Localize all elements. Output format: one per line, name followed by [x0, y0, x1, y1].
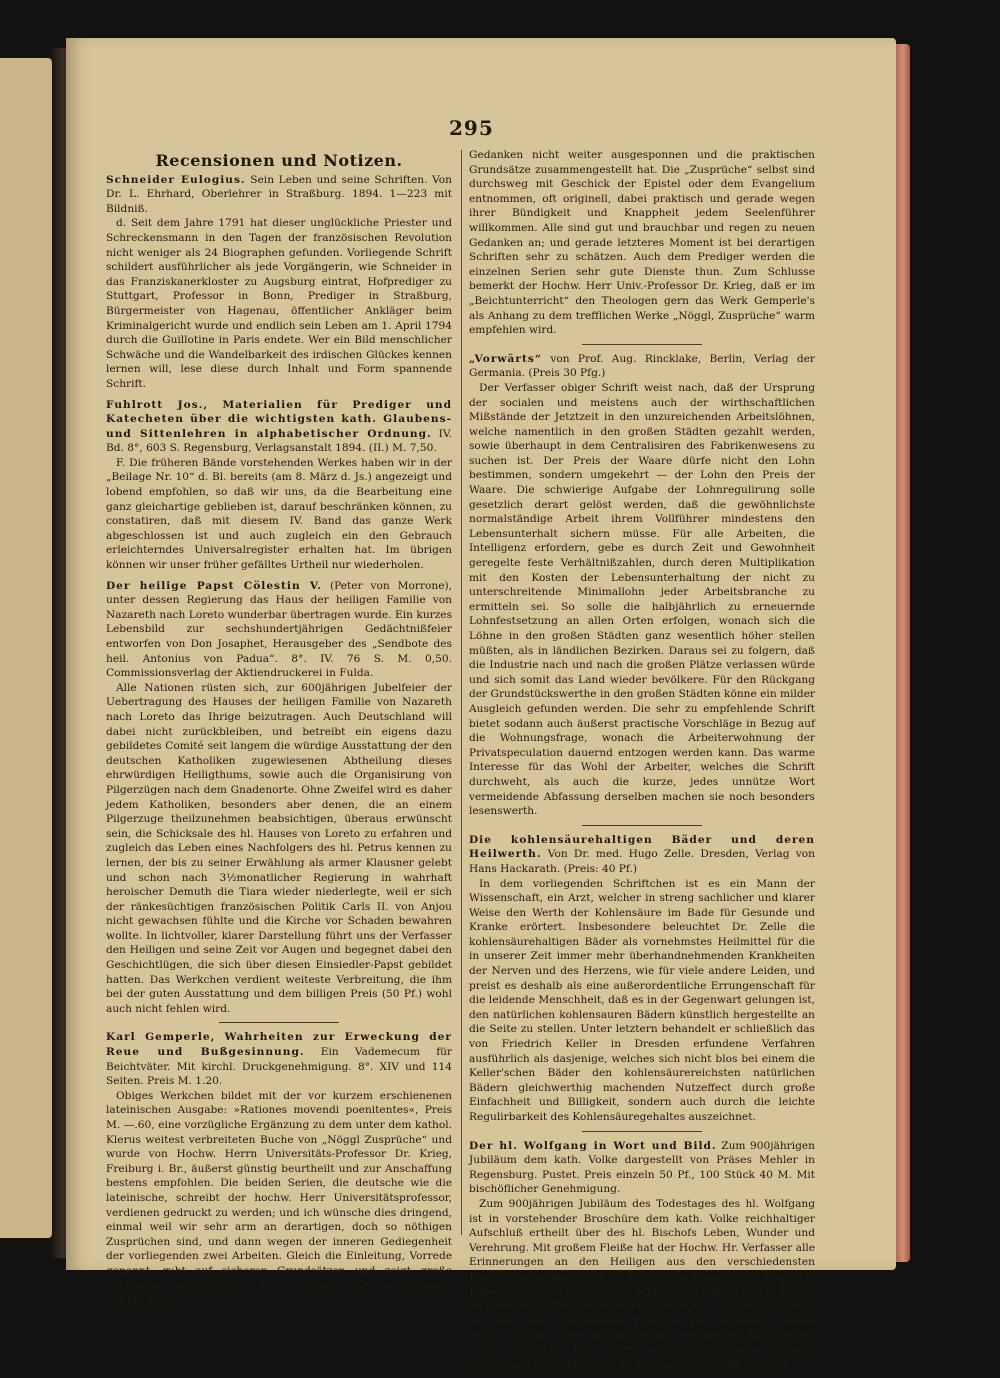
review-entry: [106, 579, 452, 1017]
entry-separator: [582, 1131, 702, 1132]
entry-publication-info: IV. Bd. 8°, 603 S. Regensburg, Verlagsanstalt 1894. (II.) M. 7,50.: [106, 427, 452, 455]
entry-publication-info: Von Dr. med. Hugo Zelle. Dresden, Verlag von Hans Hackarath. (Preis: 40 Pf.): [469, 848, 815, 875]
review-entry-continued: [469, 148, 815, 338]
section-title: Recensionen und Notizen.: [155, 151, 403, 170]
entry-separator: [219, 1022, 339, 1023]
page-number: 295: [449, 116, 494, 140]
entry-publication-info: (Peter von Morrone), unter dessen Regierung das Haus der heiligen Familie von Nazareth nach Loreto wunderbar übertragen wurde. Ein kurzes Lebensbild zur sechshundertjährigen Gedächtnißfeier entworfen von Don Josaphet, Herausgeber des „Sendbote des heil. Antonius von Padua“. 8°. IV. 76 S. M. 0,50. Commissionsverlag der Aktiendruckerei in Fulda.: [106, 579, 452, 680]
entry-separator: [582, 344, 702, 345]
previous-page-edge: [0, 58, 54, 1238]
entry-heading: [469, 833, 815, 877]
book-page: [66, 38, 896, 1371]
entry-publication-info: Sein Leben und seine Schriften. Von Dr. L. Ehrhard, Oberlehrer in Straßburg. 1894. 1—223 mit Bildniß.: [106, 173, 453, 215]
review-entry: [469, 352, 815, 819]
entry-title: „Vorwärts“: [469, 352, 542, 365]
review-entry: [106, 173, 452, 392]
entry-title: Der hl. Wolfgang in Wort und Bild.: [469, 1139, 717, 1152]
entry-body: Obiges Werkchen bildet mit der vor kurzem erschienenen lateinischen Ausgabe: »Rationes movendi poenitentes«, Preis M. —.60, eine vorzügliche Ergänzung zu dem unter dem kathol. Klerus weitest verbreiteten Buche von „Nöggl Zusprüche“ und wurde von Hochw. Herrn Universitäts-Professor Dr. Krieg, Freiburg i. Br., äußerst günstig beurtheilt und zur Anschaffung bestens empfohlen. Die beiden Serien, die deutsche wie die lateinische, schreibt der hochw. Herr Universitätsprofessor, verdienen gedruckt zu werden; und ich wünsche dies dringend, einmal weil wir sehr arm an derartigen, doch so nöthigen Zusprüchen sind, und dann wegen der inneren Gediegenheit der vorliegenden zwei Arbeiten. Gleich die Einleitung, Vorrede genannt, ruht auf sicheren Grundsätzen und zeigt große Erfahrung des Verfassers. Es ist schade, daß der Verfasser gerade diese: [106, 1089, 452, 1307]
entry-heading: [106, 173, 452, 217]
entry-heading: [106, 1030, 452, 1088]
entry-body: Alle Nationen rüsten sich, zur 600jährigen Jubelfeier der Uebertragung des Hauses der heiligen Familie von Nazareth nach Loreto das Ihrige beizutragen. Auch Deutschland will dabei nicht zurückbleiben, und betreibt ein eigens dazu gebildetes Comité seit langem die würdige Ausstattung der den deutschen Katholiken zugewiesenen Abtheilung dieses ehrwürdigen Heiligthums, sowie auch die Organisirung von Pilgerzügen nach dem Gnadenorte. Ohne Zweifel wird es daher jedem Katholiken, besonders aber denen, die an einem Pilgerzuge theilzunehmen beabsichtigen, überaus erwünscht sein, die Schicksale des hl. Hauses von Loreto zu erfahren und zugleich das Leben eines Nachfolgers des hl. Petrus kennen zu lernen, der bis zu seiner Erwählung als armer Klausner gelebt und schon nach 3½monatlicher Regierung in wahrhaft heroischer Demuth die Tiara wieder niederlegte, weil er sich der ränkesüchtigen französischen Politik Carls II. von Anjou nicht gewachsen fühlte und die Kirche vor Schaden bewahren wollte. In lichtvoller, klarer Darstellung führt uns der Verfasser den Heiligen und seine Zeit vor Augen und begegnet dabei den Geschichtlügen, die sich über diesen Einsiedler-Papst gebildet hatten. Das Werkchen verdient weiteste Verbreitung, die ihm bei der guten Ausstattung und dem billigen Preis (50 Pf.) wohl auch nicht fehlen wird.: [106, 681, 452, 1015]
review-entry: [106, 1030, 452, 1307]
entry-title: Karl Gemperle, Wahrheiten zur Erweckung der Reue und Bußgesinnung.: [106, 1031, 452, 1059]
entry-heading: [469, 352, 815, 381]
left-column: [106, 148, 452, 1314]
entry-title: Der heilige Papst Cölestin V.: [106, 579, 322, 592]
review-entry: [469, 1139, 815, 1373]
column-divider: [461, 150, 462, 1235]
page-block-edge: [896, 44, 910, 1262]
entry-body: In dem vorliegenden Schriftchen ist es ein Mann der Wissenschaft, ein Arzt, welcher in streng sachlicher und klarer Weise den Werth der Kohlensäure im Bade für Gesunde und Kranke erörtert. Insbesondere beleuchtet Dr. Zelle die kohlensäurehaltigen Bäder als vornehmstes Heilmittel für die in unserer Zeit immer mehr überhandnehmenden Krankheiten der Nerven und des Herzens, wie für viele andere Leiden, und preist es deshalb als eine außerordentliche Errungenschaft für die leidende Menschheit, daß es in der Gegenwart gelungen ist, den natürlichen kohlensauren Bädern künstlich hergestellte an die Seite zu stellen. Unter letztern behandelt er schließlich das von Friedrich Keller in Dresden erfundene Verfahren ausführlich als dasjenige, welches sich nicht blos bei einem die Keller'schen Bäder den kohlensäurereichsten natürlichen Bädern gleichwerthig machenden Nutzeffect durch große Einfachheit und Billigkeit, sondern auch durch die leichte Regulirbarkeit des Kohlensäuregehaltes auszeichnet.: [469, 877, 815, 1123]
review-entry: [106, 398, 452, 573]
entry-title: Die kohlensäurehaltigen Bäder und deren Heilwerth.: [469, 833, 815, 861]
entry-separator: [582, 825, 702, 826]
entry-heading: [106, 398, 452, 456]
entry-publication-info: Ein Vademecum für Beichtväter. Mit kirchl. Druckgenehmigung. 8°. XIV und 114 Seiten. Preis M. 1.20.: [106, 1046, 453, 1088]
review-entry: [469, 833, 815, 1125]
entry-heading: [469, 1139, 815, 1197]
entry-body: Gedanken nicht weiter ausgesponnen und die praktischen Grundsätze zusammengestellt hat. Die „Zusprüche“ selbst sind durchsweg mit Geschick der Epistel oder dem Evangelium entnommen, oft originell, dabei praktisch und gerade wegen ihrer Bündigkeit und Knappheit jedem Seelenführer willkommen. Alle sind gut und brauchbar und regen zu neuen Gedanken an; und gerade letzteres Moment ist bei derartigen Schriften sehr zu schätzen. Auch dem Prediger werden die einzelnen Serien sehr gute Dienste thun. Zum Schlusse bemerkt der Hochw. Herr Univ.-Professor Dr. Krieg, daß er im „Beichtunterricht“ den Theologen gern das Werk Gemperle's als Anhang zu dem trefflichen Werke „Nöggl, Zusprüche“ warm empfehlen wird.: [469, 149, 815, 337]
entry-publication-info: Zum 900jährigen Jubiläum dem kath. Volke dargestellt von Präses Mehler in Regensburg. Pustet. Preis einzeln 50 Pf., 100 Stück 40 M. Mit bischöflicher Genehmigung.: [469, 1139, 815, 1196]
entry-body: Zum 900jährigen Jubiläum des Todestages des hl. Wolfgang ist in vorstehender Broschüre dem kath. Volke reichhaltiger Aufschluß ertheilt über des hl. Bischofs Leben, Wunder und Verehrung. Mit großem Fleiße hat der Hochw. Hr. Verfasser alle Erinnerungen an den Heiligen aus den verschiedensten Ländern gesammelt und so in seiner mit passenden Zugaben, Programmen und sinnigen Gedichten, verbundenen Schrift eine empfehlenswerthe Jubiläumsgabe geboten. Was das Interesse auf diese gewiß zeitgemäße Broschüre noch besonders lenken dürfte, sind die vielen und meisterhaft gelungenen Abbildungen (mehr als 30 für 108 Seiten), welche in treffender Auswahl Scenen aus dem Leben des hl. Wolfgang, Orte, die er durch: [469, 1197, 815, 1371]
entry-body: Der Verfasser obiger Schrift weist nach, daß der Ursprung der socialen und meistens auch der wirthschaftlichen Mißstände der Jetztzeit in den unzureichenden Arbeitslöhnen, welche namentlich in den großen Städten gezahlt werden, sowie überhaupt in dem Centralisiren des Fabrikenwesens zu suchen ist. Der Preis der Waare dürfe nicht den Lohn bestimmen, sondern umgekehrt — der Lohn den Preis der Waare. Die schwierige Aufgabe der Lohnregulirung solle gesetzlich derart gelöst werden, daß die gewöhnlichste normalständige Arbeit ihrem Vollführer mindestens den Lebensunterhalt sichern müsse. Für alle Arbeiten, die Intelligenz erfordern, gebe es durch Zeit und Gewohnheit geregelte feste Verhältnißzahlen, durch deren Multiplikation mit den Kosten der Lebensunterhaltung der nicht zu unterschreitende Minimallohn jeder Arbeitsbranche zu ermitteln sei. So solle die halbjährlich zu erneuernde Lohnfestsetzung an allen Orten erfolgen, wonach sich die Löhne in den großen Städten ganz wesentlich höher stellen müßten, als in ländlichen Bezirken. Daraus sei zu folgern, daß die Industrie nach und nach die großen Plätze verlassen würde und sich somit das Land wieder bevölkere. Für den Rückgang der Grundstückswerthe in den großen Städten könne ein milder Ausgleich gefunden werden. Die sehr zu empfehlende Schrift bietet sodann auch äußerst practische Vorschläge in Bezug auf die Wohnungsfrage, wonach die Arbeiterwohnung der Privatspeculation dauernd entzogen werden kann. Das warme Interesse für das Wohl der Arbeiter, welches die Schrift durchweht, als auch die kurze, jedes unnütze Wort vermeidende Abfassung derselben machen sie noch besonders lesenswerth.: [469, 381, 815, 818]
entry-title: Fuhlrott Jos., Materialien für Prediger und Katecheten über die wichtigsten kath. Glaubens- und Sittenlehren in alphabetischer Ordnung.: [106, 398, 452, 440]
right-column: [469, 148, 815, 1378]
entry-body: F. Die früheren Bände vorstehenden Werkes haben wir in der „Beilage Nr. 10“ d. Bl. bereits (am 8. März d. Js.) angezeigt und lobend empfohlen, so daß wir uns, da die Bearbeitung eine ganz gleichartige geblieben ist, darauf beschränken können, zu constatiren, daß mit diesem IV. Band das ganze Werk abgeschlossen ist und auch zugleich ein den Gebrauch erleichterndes Universalregister erhalten hat. Im übrigen können wir unser früher gefälltes Urtheil nur wiederholen.: [106, 456, 452, 572]
entry-publication-info: von Prof. Aug. Rincklake, Berlin, Verlag der Germania. (Preis 30 Pfg.): [469, 352, 815, 380]
entry-heading: [106, 579, 452, 681]
entry-title: Schneider Eulogius.: [106, 173, 246, 186]
entry-body: d. Seit dem Jahre 1791 hat dieser unglückliche Priester und Schreckensmann in den Tagen der französischen Revolution nicht weniger als 24 Biographen gefunden. Vorliegende Schrift schildert ausführlicher als jede Vorgängerin, wie Schneider in das Franziskanerkloster zu Augsburg eintrat, Hofprediger zu Stuttgart, Professor in Bonn, Prediger in Straßburg, Bürgermeister von Hagenau, öffentlicher Ankläger beim Kriminalgericht wurde und endlich sein Leben am 1. April 1794 durch die Guillotine in Paris endete. Wer ein Bild menschlicher Schwäche und die Wandelbarkeit des irdischen Glückes kennen lernen will, lese diese durch Inhalt und Form spannende Schrift.: [106, 217, 452, 390]
